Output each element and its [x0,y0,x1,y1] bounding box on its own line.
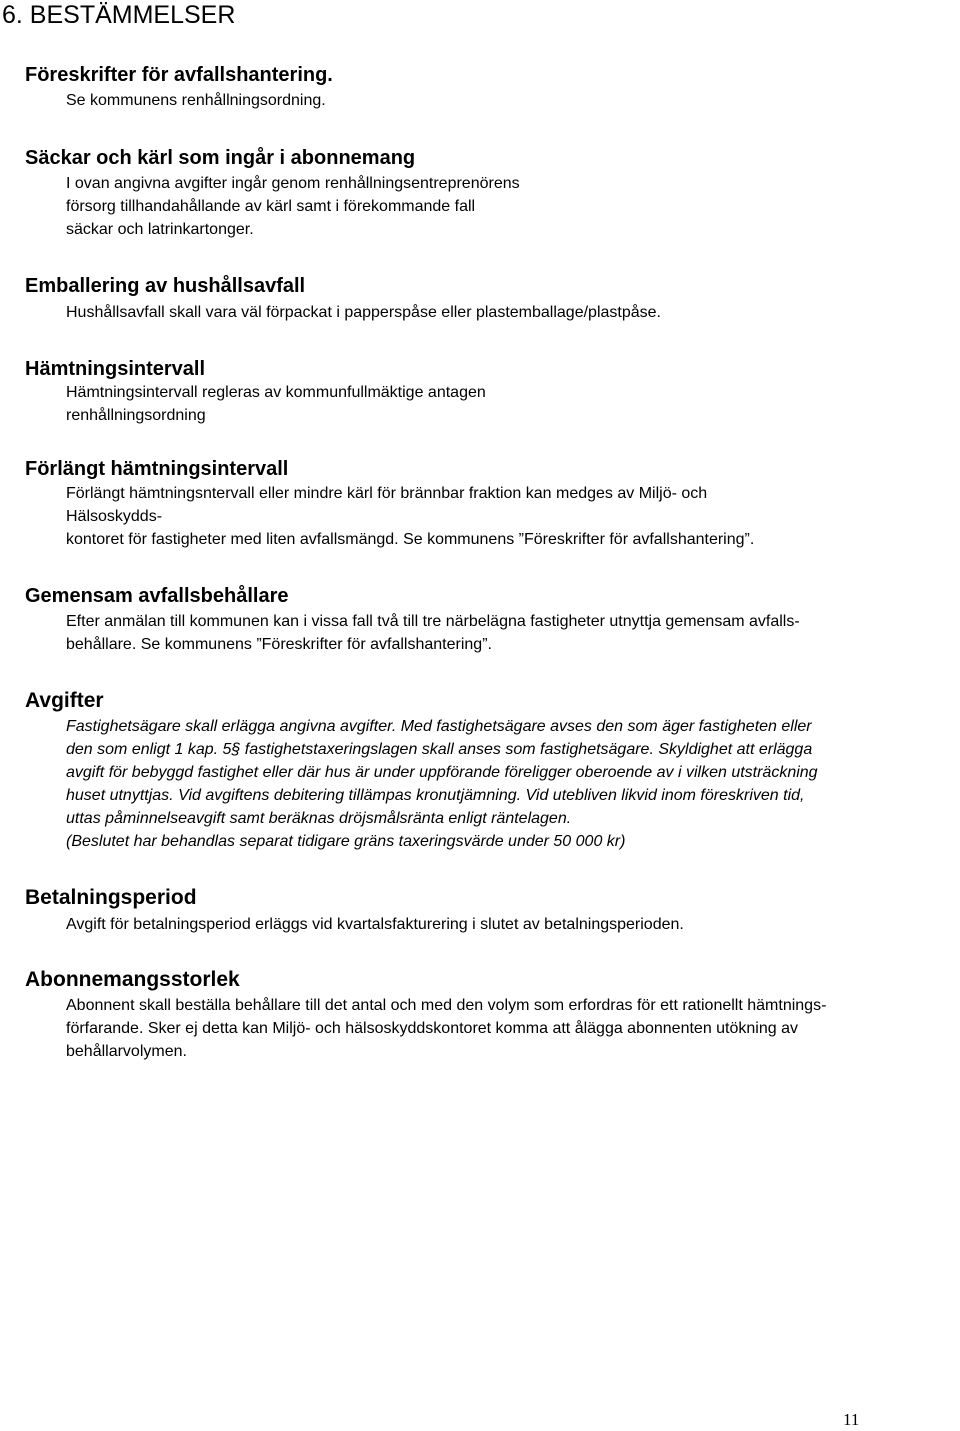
section-body-forlangt [66,482,754,551]
section-body-betalningsperiod [66,913,684,936]
section-body-sackar [66,172,520,241]
section-body-foreskrifter [66,89,326,112]
body-line: huset utnyttjas. Vid avgiftens debitering tillämpas kronutjämning. Vid utebliven likvid inom föreskriven tid, [66,787,805,804]
section-body-abonnemangsstorlek [66,994,826,1063]
body-line: Abonnent skall beställa behållare till det antal och med den volym som erfordras för ett rationellt hämtnings- [66,997,827,1014]
body-line: kontoret för fastigheter med liten avfallsmängd. Se kommunens ”Föreskrifter för avfallshantering”. [66,531,755,548]
section-heading-abonnemangsstorlek: Abonnemangsstorlek [25,968,240,991]
body-line: Se kommunens renhållningsordning. [66,92,326,109]
body-line: Hälsoskydds- [66,508,163,525]
body-line: Förlängt hämtningsntervall eller mindre kärl för brännbar fraktion kan medges av Miljö- och [66,485,708,502]
body-line: säckar och latrinkartonger. [66,221,254,238]
section-body-emballering [66,301,661,324]
section-heading-gemensam: Gemensam avfallsbehållare [25,585,289,607]
page-number: 11 [843,1410,860,1429]
body-line: Efter anmälan till kommunen kan i vissa fall två till tre närbelägna fastigheter utnyttja gemensam avfalls- [66,613,800,630]
body-line: behållarvolymen. [66,1043,187,1060]
body-line: uttas påminnelseavgift samt beräknas dröjsmålsränta enligt räntelagen. [66,810,572,827]
body-line: Avgift för betalningsperiod erläggs vid kvartalsfakturering i slutet av betalningsperioden. [66,916,684,933]
section-body-gemensam [66,610,800,656]
section-body-avgifter [66,715,818,853]
body-line: avgift för bebyggd fastighet eller där hus är under uppförande föreligger oberoende av i vilken utsträckning [66,764,818,781]
body-line: (Beslutet har behandlas separat tidigare gräns taxeringsvärde under 50 000 kr) [66,833,626,850]
body-line: förfarande. Sker ej detta kan Miljö- och hälsoskyddskontoret komma att ålägga abonnenten utökning av [66,1020,798,1037]
body-line: den som enligt 1 kap. 5§ fastighetstaxeringslagen skall anses som fastighetsägare. Skyldighet att erlägga [66,741,813,758]
page-title: 6. BESTÄMMELSER [2,1,236,29]
body-line: Fastighetsägare skall erlägga angivna avgifter. Med fastighetsägare avses den som äger fastigheten eller [66,718,812,735]
body-line: renhållningsordning [66,407,206,424]
section-heading-avgifter: Avgifter [25,689,104,712]
section-body-hamtningsintervall [66,381,486,427]
body-line: Hämtningsintervall regleras av kommunfullmäktige antagen [66,384,486,401]
body-line: behållare. Se kommunens ”Föreskrifter för avfallshantering”. [66,636,492,653]
body-line: I ovan angivna avgifter ingår genom renhållningsentreprenörens [66,175,520,192]
section-heading-sackar: Säckar och kärl som ingår i abonnemang [25,147,416,169]
body-line: Hushållsavfall skall vara väl förpackat i papperspåse eller plastemballage/plastpåse. [66,304,661,321]
section-heading-betalningsperiod: Betalningsperiod [25,886,197,909]
section-heading-emballering: Emballering av hushållsavfall [25,275,306,297]
section-heading-forlangt: Förlängt hämtningsintervall [25,458,289,480]
section-heading-foreskrifter: Föreskrifter för avfallshantering. [25,64,333,86]
body-line: försorg tillhandahållande av kärl samt i förekommande fall [66,198,476,215]
section-heading-hamtningsintervall: Hämtningsintervall [25,358,206,380]
